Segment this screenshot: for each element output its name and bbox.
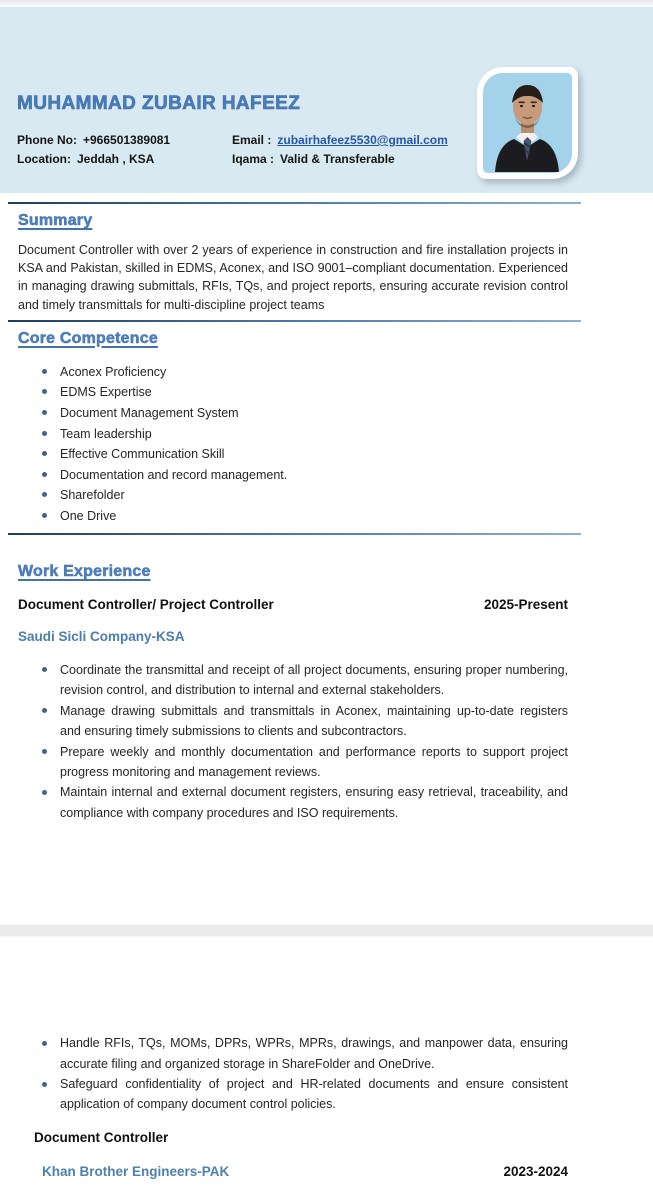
list-item: Manage drawing submittals and transmittals in Aconex, maintaining up-to-date registers and ensuring timely submissions to clients and subcontractors. [18,701,568,742]
summary-heading: Summary [18,212,93,229]
section-divider [8,320,581,322]
list-item: Document Management System [18,406,653,420]
resume-header [0,7,653,193]
job1-bullet-list [18,660,653,823]
job2-company-row [42,1164,568,1179]
core-competence-heading: Core Competence [18,329,158,347]
phone-label: Phone No: [17,133,77,147]
iqama-value: Valid & Transferable [280,152,395,166]
email-row [232,131,448,150]
location-value: Jeddah , KSA [77,152,155,166]
email-label: Email : [232,133,272,147]
list-item: Prepare weekly and monthly documentation and performance reports to support project progress monitoring and management reviews. [18,742,568,783]
core-competence-list [18,365,653,523]
person-portrait-icon [483,73,572,173]
phone-row [17,131,232,150]
email-link[interactable]: zubairhafeez5530@gmail.com [277,133,448,147]
list-item: Effective Communication Skill [18,447,653,461]
section-divider [8,533,581,535]
work-experience-heading: Work Experience [18,562,151,580]
location-row [17,150,232,169]
list-item: Team leadership [18,427,653,441]
profile-photo [483,73,572,173]
job1-company: Saudi Sicli Company-KSA [18,628,185,644]
job1-title: Document Controller/ Project Controller [18,596,274,612]
job2-company: Khan Brother Engineers-PAK [42,1163,230,1179]
location-label: Location: [17,152,71,166]
phone-value: +966501389081 [83,133,171,147]
page-2-body [0,937,653,1179]
list-item: Coordinate the transmittal and receipt of all project documents, ensuring proper numbering, revision control, and distribution to internal and external stakeholders. [18,660,568,701]
list-item: Aconex Proficiency [18,365,653,379]
profile-photo-frame [477,67,578,179]
list-item: Safeguard confidentiality of project and HR-related documents and ensure consistent application of company document control policies. [18,1074,568,1115]
candidate-name: MUHAMMAD ZUBAIR HAFEEZ [17,93,301,114]
page-1-body [0,202,653,823]
page-break [0,924,653,937]
list-item: Sharefolder [18,488,653,502]
job1-period: 2025-Present [483,596,568,612]
page-top-edge [0,0,653,7]
contact-info [17,131,448,169]
list-item: Documentation and record management. [18,468,653,482]
job1-title-row [18,597,568,612]
iqama-label: Iqama : [232,152,275,166]
section-divider [8,202,581,204]
list-item: One Drive [18,509,653,523]
list-item: Handle RFIs, TQs, MOMs, DPRs, WPRs, MPRs, drawings, and manpower data, ensuring accurate filing and organized storage in ShareFolder and OneDrive. [18,1033,568,1074]
list-item: Maintain internal and external document registers, ensuring easy retrieval, traceability, and compliance with company procedures and ISO requirements. [18,782,568,823]
job1-continued-bullet-list [18,1033,653,1115]
job2-title: Document Controller [34,1129,169,1145]
iqama-row [232,150,448,169]
list-item: EDMS Expertise [18,385,653,399]
summary-text: Document Controller with over 2 years of experience in construction and fire installation projects in KSA and Pakistan, skilled in EDMS, Aconex, and ISO 9001–compliant documentation. Experienced in managing drawing submittals, RFIs, TQs, and project reports, ensuring accurate revision control and timely transmittals for multi-discipline project teams [18,243,568,312]
job2-period: 2023-2024 [503,1163,568,1179]
